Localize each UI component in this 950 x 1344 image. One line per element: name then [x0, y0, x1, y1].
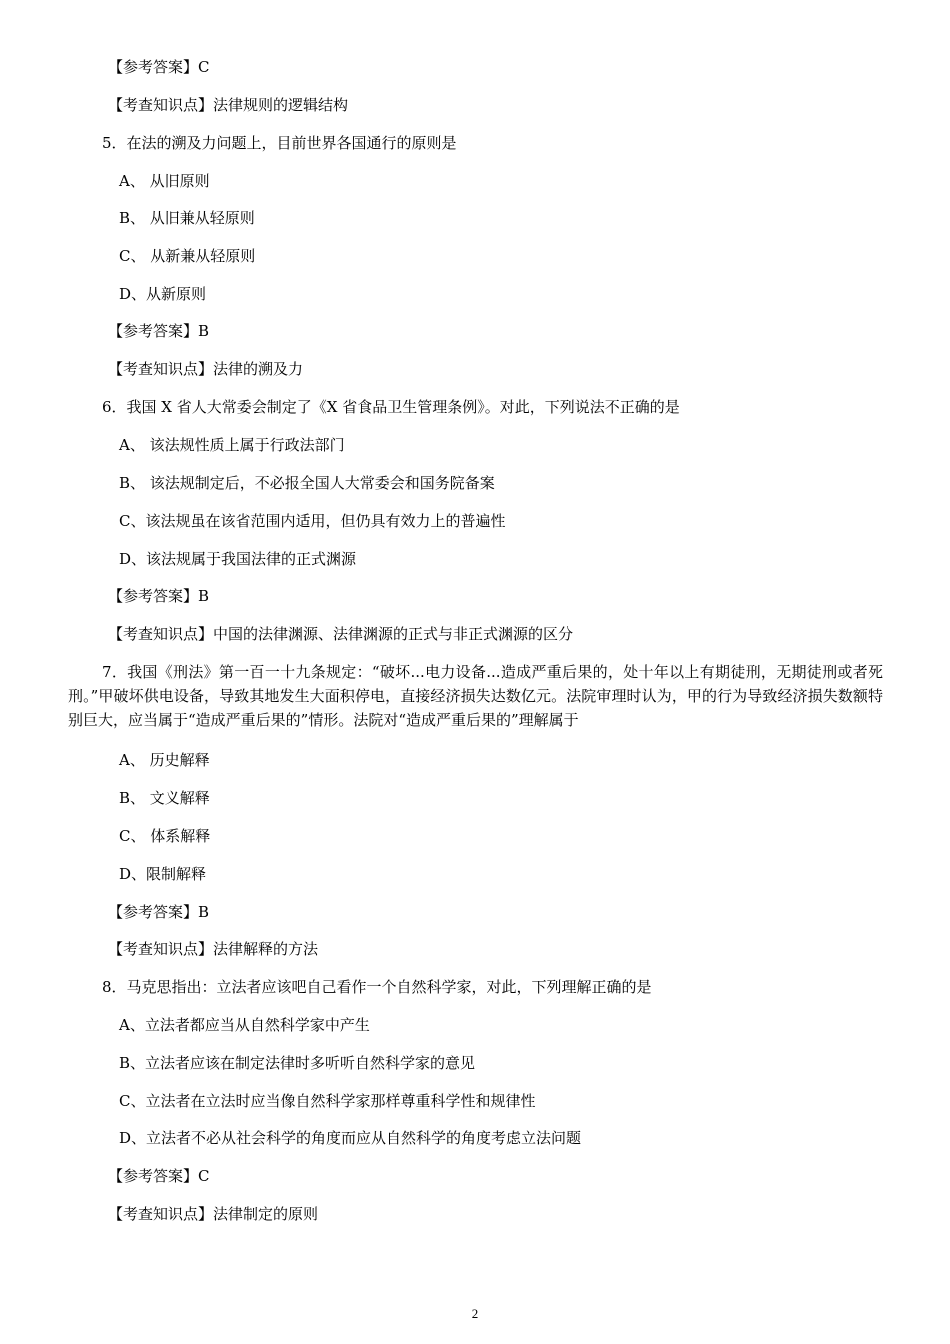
q7-knowledge-point: 【考查知识点】法律解释的方法	[108, 940, 319, 958]
q6-option-b: B、 该法规制定后，不必报全国人大常委会和国务院备案	[119, 474, 495, 492]
question-5: 5．在法的溯及力问题上，目前世界各国通行的原则是	[102, 134, 457, 152]
q6-option-a: A、 该法规性质上属于行政法部门	[119, 436, 345, 454]
q5-option-c: C、 从新兼从轻原则	[119, 247, 256, 265]
q7-answer: 【参考答案】B	[108, 903, 210, 921]
question-7: 7．我国《刑法》第一百一十九条规定：“破坏...电力设备...造成严重后果的，处十年以上有期徒刑，无期徒刑或者死刑。”甲破坏供电设备，导致其地发生大面积停电，直接经济损失达数亿元。法院审理时认为，甲的行为导致经济损失数额特别巨大，应当属于“造成严重后果的”情形。法院对“造成严重后果的”理解属于	[68, 663, 883, 729]
page-number: 2	[471, 1306, 479, 1321]
q7-option-c: C、 体系解释	[119, 827, 211, 845]
q5-knowledge-point: 【考查知识点】法律的溯及力	[108, 360, 304, 378]
question-6: 6．我国 X 省人大常委会制定了《X 省食品卫生管理条例》。对此，下列说法不正确的是	[102, 398, 680, 416]
q5-option-d: D、从新原则	[119, 285, 207, 303]
q5-answer: 【参考答案】B	[108, 322, 210, 340]
q5-option-b: B、 从旧兼从轻原则	[119, 209, 255, 227]
question-8: 8．马克思指出：立法者应该吧自己看作一个自然科学家，对此，下列理解正确的是	[102, 978, 652, 996]
q7-option-d: D、限制解释	[119, 865, 207, 883]
q7-option-b: B、 文义解释	[119, 789, 210, 807]
q6-knowledge-point: 【考查知识点】中国的法律渊源、法律渊源的正式与非正式渊源的区分	[108, 625, 574, 643]
q8-knowledge-point: 【考查知识点】法律制定的原则	[108, 1205, 319, 1223]
q8-option-c: C、立法者在立法时应当像自然科学家那样尊重科学性和规律性	[119, 1092, 536, 1110]
answer-line: 【参考答案】C	[108, 58, 210, 76]
q5-option-a: A、 从旧原则	[119, 172, 210, 190]
q6-answer: 【参考答案】B	[108, 587, 210, 605]
q8-answer: 【参考答案】C	[108, 1167, 210, 1185]
q8-option-a: A、立法者都应当从自然科学家中产生	[119, 1016, 370, 1034]
q8-option-b: B、立法者应该在制定法律时多听听自然科学家的意见	[119, 1054, 476, 1072]
q6-option-d: D、该法规属于我国法律的正式渊源	[119, 550, 357, 568]
q8-option-d: D、立法者不必从社会科学的角度而应从自然科学的角度考虑立法问题	[119, 1129, 582, 1147]
q6-option-c: C、该法规虽在该省范围内适用，但仍具有效力上的普遍性	[119, 512, 506, 530]
q7-option-a: A、 历史解释	[119, 751, 210, 769]
knowledge-point-line: 【考查知识点】法律规则的逻辑结构	[108, 96, 349, 114]
